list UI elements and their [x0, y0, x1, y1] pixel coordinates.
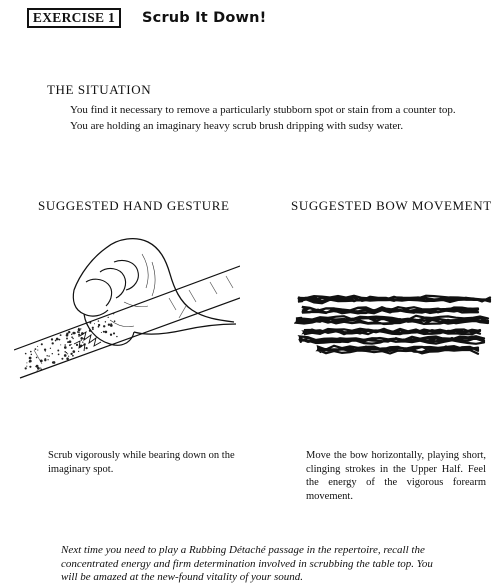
exercise-label: EXERCISE 1 [27, 8, 121, 28]
closing-line: concentrated energy and firm determination involved in scrubbing the table top. You [61, 557, 433, 570]
bow-movement-heading: SUGGESTED BOW MOVEMENT [291, 198, 492, 213]
situation-line: You find it necessary to remove a particularly stubborn spot or stain from a counter top. [70, 104, 456, 116]
hand-gesture-heading: SUGGESTED HAND GESTURE [38, 198, 230, 213]
hand-scrubbing-illustration [14, 232, 240, 392]
bow-strokes-illustration [294, 290, 494, 360]
closing-line: will be amazed at the new-found vitality of your sound. [61, 571, 303, 583]
hand-gesture-caption: Scrub vigorously while bearing down on the imaginary spot. [48, 450, 235, 475]
closing-line: Next time you need to play a Rubbing Détaché passage in the repertoire, recall the [61, 544, 425, 556]
exercise-title: Scrub It Down! [142, 10, 267, 26]
closing-paragraph [61, 544, 493, 585]
situation-text [70, 102, 490, 134]
situation-line: You are holding an imaginary heavy scrub brush dripping with sudsy water. [70, 120, 404, 132]
situation-heading: THE SITUATION [47, 82, 152, 97]
bow-movement-caption: Move the bow horizontally, playing short, clinging strokes in the Upper Half. Feel the energy of the vigorous forearm movement. [306, 450, 486, 502]
